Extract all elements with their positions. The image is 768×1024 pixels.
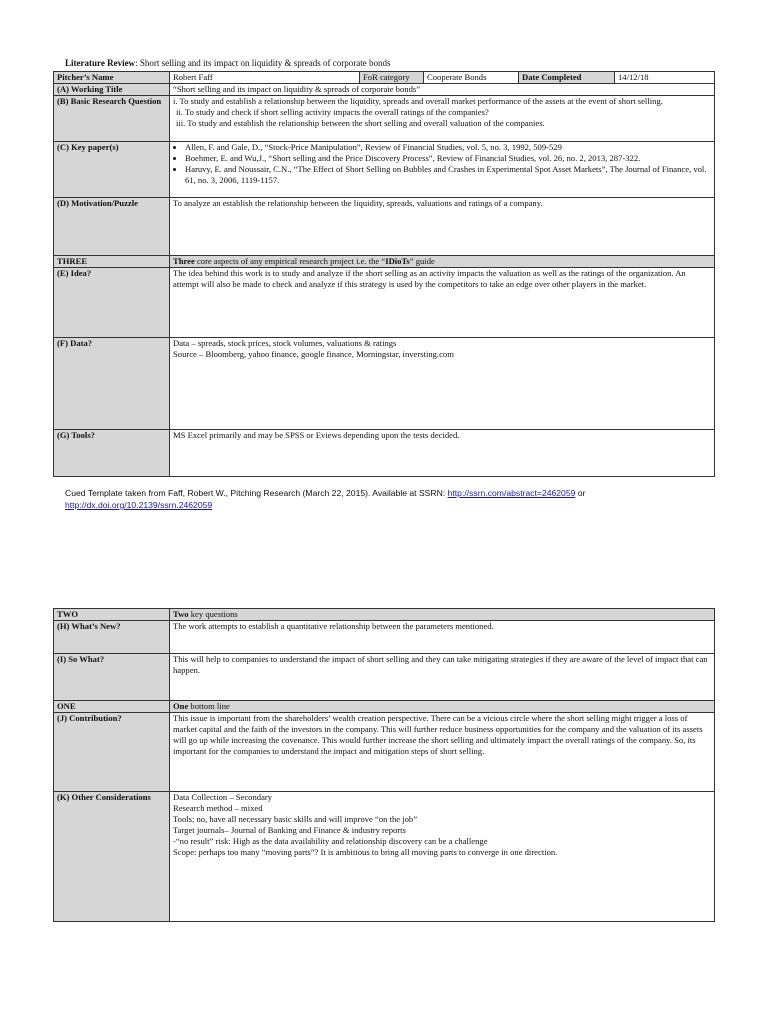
idea-row xyxy=(54,268,715,338)
question-line: ii. To study and check if short selling activity impacts the overall ratings of the companies? xyxy=(176,107,489,117)
three-band-text xyxy=(170,256,715,268)
three-band-lead: Three xyxy=(173,256,195,266)
key-papers-value xyxy=(170,142,715,198)
info-row xyxy=(54,72,715,84)
data-label: (F) Data? xyxy=(54,338,170,430)
pitcher-name-value: Robert Faff xyxy=(170,72,360,84)
page-title-label: Literature Review xyxy=(65,58,136,68)
contribution-row xyxy=(54,713,715,792)
one-band-row xyxy=(54,701,715,713)
data-line: Data – spreads, stock prices, stock volumes, valuations & ratings xyxy=(173,338,397,348)
two-band-label: TWO xyxy=(54,609,170,621)
doi-link[interactable]: http://dx.doi.org/10.2139/ssrn.2462059 xyxy=(65,500,213,510)
consideration-line: Scope: perhaps too many “moving parts”? It is ambitious to bring all moving parts to converge in one direction. xyxy=(173,847,558,857)
tools-row xyxy=(54,430,715,477)
one-band-lead: One xyxy=(173,701,189,711)
so-what-label: (I) So What? xyxy=(54,654,170,701)
tools-label: (G) Tools? xyxy=(54,430,170,477)
list-item: • Allen, F. and Gale, D., “Stock-Price Manipulation”, Review of Financial Studies, vol. 5, no. 3, 1992, 509-529 xyxy=(185,142,711,153)
pitch-table-top xyxy=(53,71,715,477)
page-title xyxy=(65,58,391,68)
for-category-label: FoR category xyxy=(360,72,424,84)
two-band-row xyxy=(54,609,715,621)
working-title-value: “Short selling and its impact on liquidity & spreads of corporate bonds” xyxy=(170,84,715,96)
list-item: • Haruvy, E. and Noussair, C.N., “The Effect of Short Selling on Bubbles and Crashes in Experimental Spot Asset Markets”, The Journal of Finance, vol. 61, no. 3, 2006, 1119-1157. xyxy=(185,164,711,186)
motivation-row xyxy=(54,198,715,256)
other-considerations-label: (K) Other Considerations xyxy=(54,792,170,922)
three-band-row xyxy=(54,256,715,268)
basic-question-row xyxy=(54,96,715,142)
date-completed-value: 14/12/18 xyxy=(615,72,715,84)
one-band-body: bottom line xyxy=(188,701,230,711)
cued-template-note xyxy=(65,487,705,511)
page-title-text: : Short selling and its impact on liquidity & spreads of corporate bonds xyxy=(135,58,391,68)
working-title-label: (A) Working Title xyxy=(54,84,170,96)
question-line: iii. To study and establish the relationship between the short selling and overall valuation of the companies. xyxy=(176,118,545,128)
data-row xyxy=(54,338,715,430)
contribution-label: (J) Contribution? xyxy=(54,713,170,792)
other-considerations-row xyxy=(54,792,715,922)
ssrn-link[interactable]: http://ssrn.com/abstract=2462059 xyxy=(447,488,576,498)
consideration-line: -“no result” risk: High as the data availability and relationship discovery can be a challenge xyxy=(173,836,488,846)
key-papers-list xyxy=(173,142,711,186)
consideration-line: Research method – mixed xyxy=(173,803,263,813)
motivation-label: (D) Motivation/Puzzle xyxy=(54,198,170,256)
basic-question-label: (B) Basic Research Question xyxy=(54,96,170,142)
three-band-bold: IDioTs xyxy=(385,256,410,266)
key-papers-row xyxy=(54,142,715,198)
data-line: Source – Bloomberg, yahoo finance, google finance, Morningstar, inversting.com xyxy=(173,349,454,359)
whats-new-label: (H) What’s New? xyxy=(54,621,170,654)
tools-value: MS Excel primarily and may be SPSS or Eviews depending upon the tests decided. xyxy=(170,430,715,477)
so-what-row xyxy=(54,654,715,701)
pitcher-name-label: Pitcher’s Name xyxy=(54,72,170,84)
so-what-value: This will help to companies to understand the impact of short selling and they can take mitigating strategies if they are aware of the level of impact that can happen. xyxy=(170,654,715,701)
two-band-lead: Two xyxy=(173,609,189,619)
whats-new-value: The work attempts to establish a quantitative relationship between the parameters mentioned. xyxy=(170,621,715,654)
working-title-row xyxy=(54,84,715,96)
for-category-value: Cooperate Bonds xyxy=(424,72,519,84)
three-band-tail: ” guide xyxy=(409,256,435,266)
contribution-value: This issue is important from the shareholders’ wealth creation perspective. There can be a vicious circle where the short selling might trigger a loss of market capital and the faith of the investors in the company. This will further reduce business opportunities for the company and the valuation of its assets will go up while increasing the covenance. This would further increase the short selling and ultimately impact the overall ratings of the company. So, its important for the companies to understand the impact and mitigation steps of short selling. xyxy=(170,713,715,792)
data-value xyxy=(170,338,715,430)
two-band-text xyxy=(170,609,715,621)
one-band-text xyxy=(170,701,715,713)
other-considerations-value xyxy=(170,792,715,922)
three-band-body: core aspects of any empirical research project i.e. the “ xyxy=(194,256,386,266)
question-line: i. To study and establish a relationship between the liquidity, spreads and overall market performance of the assets at the event of short selling. xyxy=(173,96,663,106)
one-band-label: ONE xyxy=(54,701,170,713)
key-papers-label: (C) Key paper(s) xyxy=(54,142,170,198)
consideration-line: Target journals– Journal of Banking and Finance & industry reports xyxy=(173,825,406,835)
cued-text: Cued Template taken from Faff, Robert W., Pitching Research (March 22, 2015). Available at SSRN: xyxy=(65,488,448,498)
whats-new-row xyxy=(54,621,715,654)
idea-value: The idea behind this work is to study and analyze if the short selling as an activity impacts the valuation as well as the ratings of the organization. An attempt will also be made to check and analyze if this strategy is used by the competitors to take an edge over other players in the market. xyxy=(170,268,715,338)
consideration-line: Tools; no, have all necessary basic skills and will improve “on the job” xyxy=(173,814,418,824)
pitch-table-bottom xyxy=(53,608,715,922)
list-item: • Boehmer, E. and Wu,J., “Short selling and the Price Discovery Process”, Review of Financial Studies, vol. 26, no. 2, 2013, 287-322. xyxy=(185,153,711,164)
idea-label: (E) Idea? xyxy=(54,268,170,338)
basic-question-value xyxy=(170,96,715,142)
two-band-body: key questions xyxy=(188,609,238,619)
three-band-label: THREE xyxy=(54,256,170,268)
motivation-value: To analyze an establish the relationship between the liquidity, spreads, valuations and ratings of a company. xyxy=(170,198,715,256)
date-completed-label: Date Completed xyxy=(519,72,615,84)
consideration-line: Data Collection – Secondary xyxy=(173,792,273,802)
cued-or: or xyxy=(575,488,586,498)
